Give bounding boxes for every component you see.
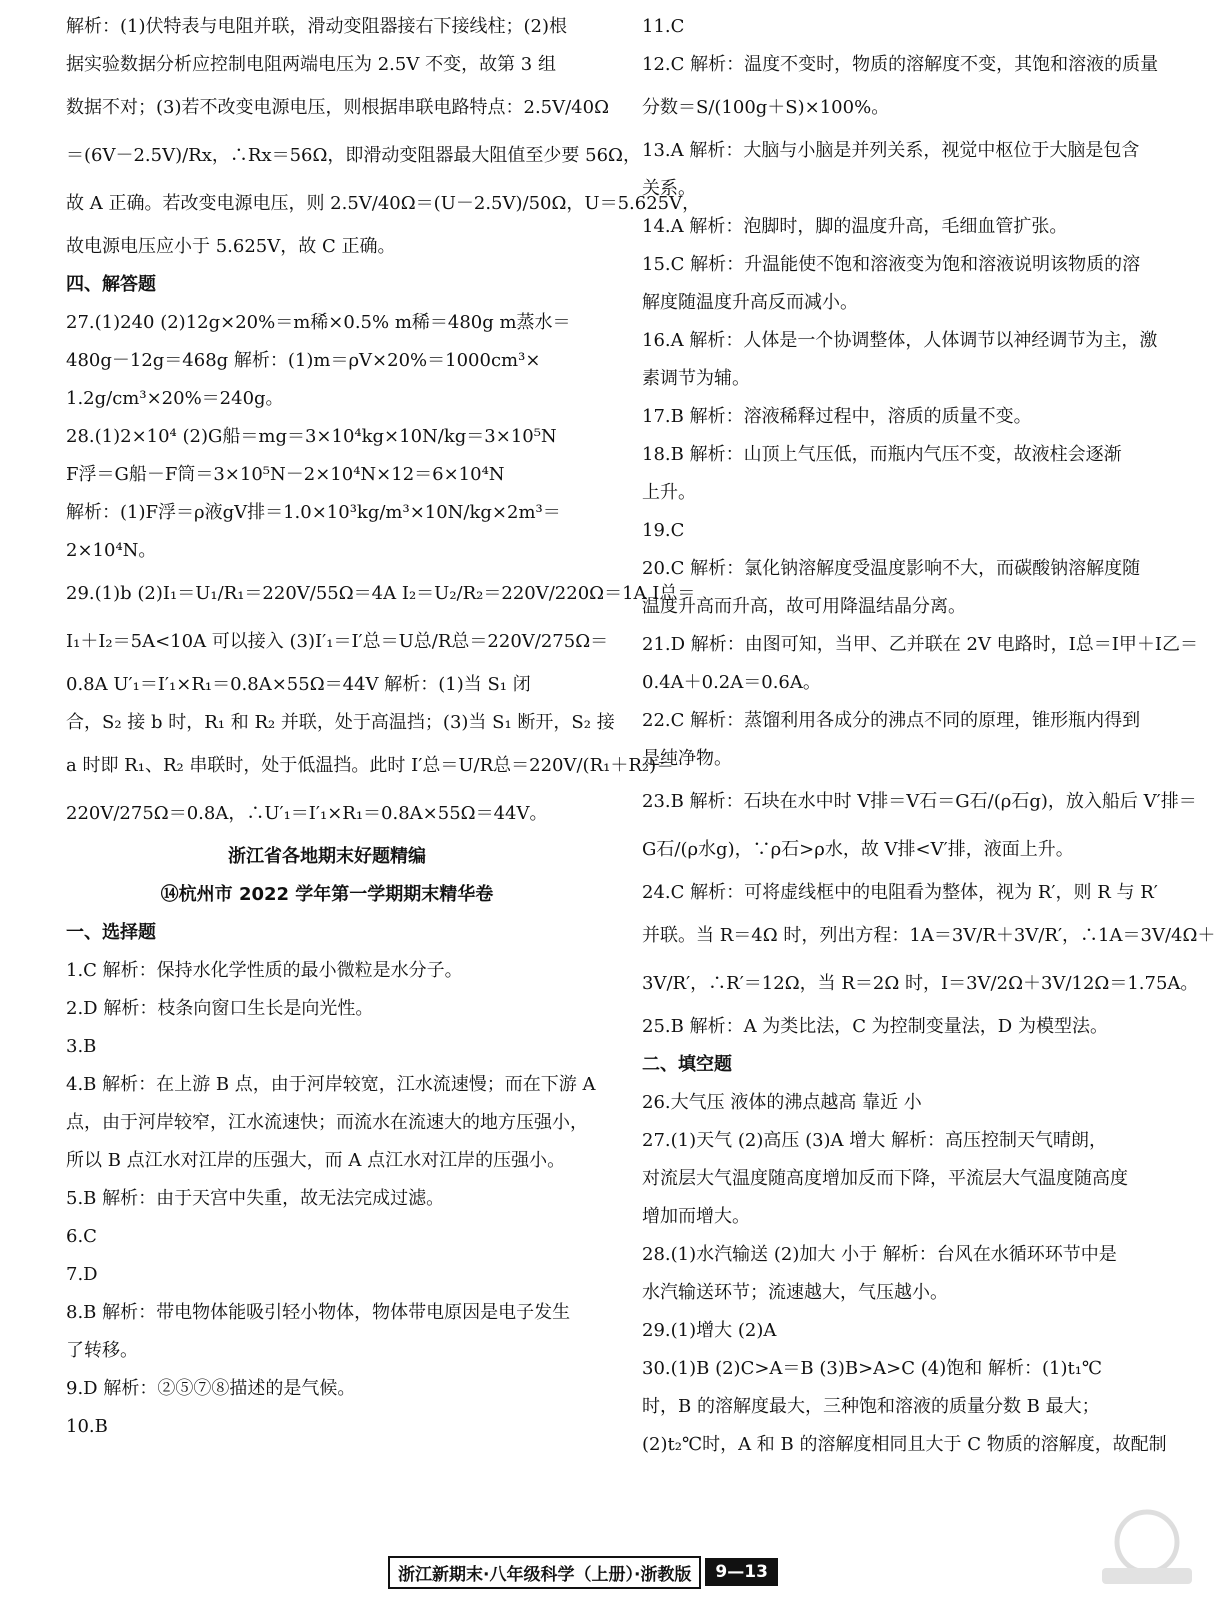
text-line: 点，由于河岸较窄，江水流速快；而流水在流速大的地方压强小， (66, 1112, 588, 1133)
text-line: 素调节为辅。 (642, 368, 750, 389)
text-line: G石/(ρ水g)，∵ρ石>ρ水，故 V排<V′排，液面上升。 (642, 839, 1074, 860)
text-line: 0.8A U′₁＝I′₁×R₁＝0.8A×55Ω＝44V 解析：(1)当 S₁ 闭 (66, 674, 531, 695)
text-line: 1.C 解析：保持水化学性质的最小微粒是水分子。 (66, 960, 463, 981)
text-line: 1.2g/cm³×20%＝240g。 (66, 388, 284, 409)
text-line: 故电源电压应小于 5.625V，故 C 正确。 (66, 236, 396, 257)
text-line: 480g－12g＝468g 解析：(1)m＝ρV×20%＝1000cm³× (66, 350, 541, 371)
text-line: 时，B 的溶解度最大，三种饱和溶液的质量分数 B 最大； (642, 1396, 1100, 1417)
text-line: 关系。 (642, 178, 696, 199)
text-line: 15.C 解析：升温能使不饱和溶液变为饱和溶液说明该物质的溶 (642, 254, 1141, 275)
text-line: 28.(1)水汽输送 (2)加大 小于 解析：台风在水循环环节中是 (642, 1244, 1117, 1265)
text-line: 3.B (66, 1036, 97, 1057)
text-line: 220V/275Ω＝0.8A，∴U′₁＝I′₁×R₁＝0.8A×55Ω＝44V。 (66, 803, 548, 824)
section-heading: 四、解答题 (66, 274, 156, 295)
exam-title: ⑭杭州市 2022 学年第一学期期末精华卷 (160, 884, 494, 905)
text-line: 19.C (642, 520, 685, 541)
text-line: 6.C (66, 1226, 97, 1247)
page-footer (388, 1556, 778, 1588)
text-line: 数据不对；(3)若不改变电源电压，则根据串联电路特点：2.5V/40Ω (66, 97, 610, 118)
text-line: 21.D 解析：由图可知，当甲、乙并联在 2V 电路时，I总＝I甲＋I乙＝ (642, 634, 1199, 655)
text-line: 24.C 解析：可将虚线框中的电阻看为整体，视为 R′，则 R 与 R′ (642, 882, 1158, 903)
text-line: 18.B 解析：山顶上气压低，而瓶内气压不变，故液柱会逐渐 (642, 444, 1122, 465)
page-number: 9—13 (705, 1558, 778, 1586)
text-line: 合，S₂ 接 b 时，R₁ 和 R₂ 并联，处于高温挡；(3)当 S₁ 断开，S₂ 接 (66, 712, 615, 733)
text-line: 解度随温度升高反而减小。 (642, 292, 858, 313)
text-line: 17.B 解析：溶液稀释过程中，溶质的质量不变。 (642, 406, 1032, 427)
text-line: 28.(1)2×10⁴ (2)G船＝mg＝3×10⁴kg×10N/kg＝3×10⁵N (66, 426, 557, 447)
section-heading: 一、选择题 (66, 922, 156, 943)
text-line: I₁＋I₂＝5A<10A 可以接入 (3)I′₁＝I′总＝U总/R总＝220V/275Ω＝ (66, 631, 609, 652)
text-line: ＝(6V－2.5V)/Rx，∴Rx＝56Ω，即滑动变阻器最大阻值至少要 56Ω， (66, 145, 641, 166)
section-title: 浙江省各地期末好题精编 (228, 846, 426, 867)
watermark-logo (1092, 1502, 1202, 1592)
text-line: 对流层大气温度随高度增加反而下降，平流层大气温度随高度 (642, 1168, 1128, 1189)
text-line: 10.B (66, 1416, 108, 1437)
text-line: 了转移。 (66, 1340, 138, 1361)
text-line: 0.4A＋0.2A＝0.6A。 (642, 672, 821, 693)
text-line: 并联。当 R＝4Ω 时，列出方程：1A＝3V/R＋3V/R′，∴1A＝3V/4Ω＋ (642, 925, 1216, 946)
text-line: 12.C 解析：温度不变时，物质的溶解度不变，其饱和溶液的质量 (642, 54, 1159, 75)
text-line: 3V/R′，∴R′＝12Ω，当 R＝2Ω 时，I＝3V/2Ω＋3V/12Ω＝1.75A。 (642, 973, 1199, 994)
text-line: 20.C 解析：氯化钠溶解度受温度影响不大，而碳酸钠溶解度随 (642, 558, 1141, 579)
text-line: 9.D 解析：②⑤⑦⑧描述的是气候。 (66, 1378, 356, 1399)
text-line: 是纯净物。 (642, 748, 732, 769)
footer-title: 浙江新期末·八年级科学（上册）·浙教版 (388, 1556, 701, 1589)
text-line: 14.A 解析：泡脚时，脚的温度升高，毛细血管扩张。 (642, 216, 1068, 237)
text-line: 上升。 (642, 482, 696, 503)
text-line: 16.A 解析：人体是一个协调整体，人体调节以神经调节为主，激 (642, 330, 1158, 351)
text-line: 27.(1)240 (2)12g×20%＝m稀×0.5% m稀＝480g m蒸水＝ (66, 312, 571, 333)
section-heading: 二、填空题 (642, 1054, 732, 1075)
text-line: 2.D 解析：枝条向窗口生长是向光性。 (66, 998, 374, 1019)
text-line: a 时即 R₁、R₂ 串联时，处于低温挡。此时 I′总＝U/R总＝220V/(R₁＋R₂)＝ (66, 755, 675, 776)
text-line: 2×10⁴N。 (66, 540, 157, 561)
text-line: 温度升高而升高，故可用降温结晶分离。 (642, 596, 966, 617)
text-line: 25.B 解析：A 为类比法，C 为控制变量法，D 为模型法。 (642, 1016, 1108, 1037)
text-line: 分数＝S/(100g＋S)×100%。 (642, 97, 890, 118)
text-line: 故 A 正确。若改变电源电压，则 2.5V/40Ω＝(U－2.5V)/50Ω，U＝5.625V， (66, 193, 701, 214)
text-line: 11.C (642, 16, 685, 37)
text-line: 29.(1)增大 (2)A (642, 1320, 777, 1341)
text-line: 4.B 解析：在上游 B 点，由于河岸较宽，江水流速慢；而在下游 A (66, 1074, 596, 1095)
text-line: 22.C 解析：蒸馏利用各成分的沸点不同的原理，锥形瓶内得到 (642, 710, 1141, 731)
text-line: 所以 B 点江水对江岸的压强大，而 A 点江水对江岸的压强小。 (66, 1150, 566, 1171)
text-line: (2)t₂℃时，A 和 B 的溶解度相同且大于 C 物质的溶解度，故配制 (642, 1434, 1167, 1455)
text-line: 增加而增大。 (642, 1206, 750, 1227)
text-line: 解析：(1)伏特表与电阻并联，滑动变阻器接右下接线柱；(2)根 (66, 16, 567, 37)
text-line: 水汽输送环节；流速越大，气压越小。 (642, 1282, 948, 1303)
text-line: 5.B 解析：由于天宫中失重，故无法完成过滤。 (66, 1188, 445, 1209)
text-line: 27.(1)天气 (2)高压 (3)A 增大 解析：高压控制天气晴朗， (642, 1130, 1108, 1151)
text-line: 据实验数据分析应控制电阻两端电压为 2.5V 不变，故第 3 组 (66, 54, 556, 75)
text-line: 23.B 解析：石块在水中时 V排＝V石＝G石/(ρ石g)，放入船后 V′排＝ (642, 791, 1197, 812)
text-line: F浮＝G船－F筒＝3×10⁵N－2×10⁴N×12＝6×10⁴N (66, 464, 505, 485)
text-line: 7.D (66, 1264, 98, 1285)
text-line: 30.(1)B (2)C>A＝B (3)B>A>C (4)饱和 解析：(1)t₁℃ (642, 1358, 1103, 1379)
text-line: 29.(1)b (2)I₁＝U₁/R₁＝220V/55Ω＝4A I₂＝U₂/R₂＝220V/220Ω＝1A I总＝ (66, 583, 696, 604)
text-line: 13.A 解析：大脑与小脑是并列关系，视觉中枢位于大脑是包含 (642, 140, 1140, 161)
right-column (642, 8, 1216, 1464)
text-line: 26.大气压 液体的沸点越高 靠近 小 (642, 1092, 922, 1113)
text-line: 解析：(1)F浮＝ρ液gV排＝1.0×10³kg/m³×10N/kg×2m³＝ (66, 502, 561, 523)
text-line: 8.B 解析：带电物体能吸引轻小物体，物体带电原因是电子发生 (66, 1302, 571, 1323)
